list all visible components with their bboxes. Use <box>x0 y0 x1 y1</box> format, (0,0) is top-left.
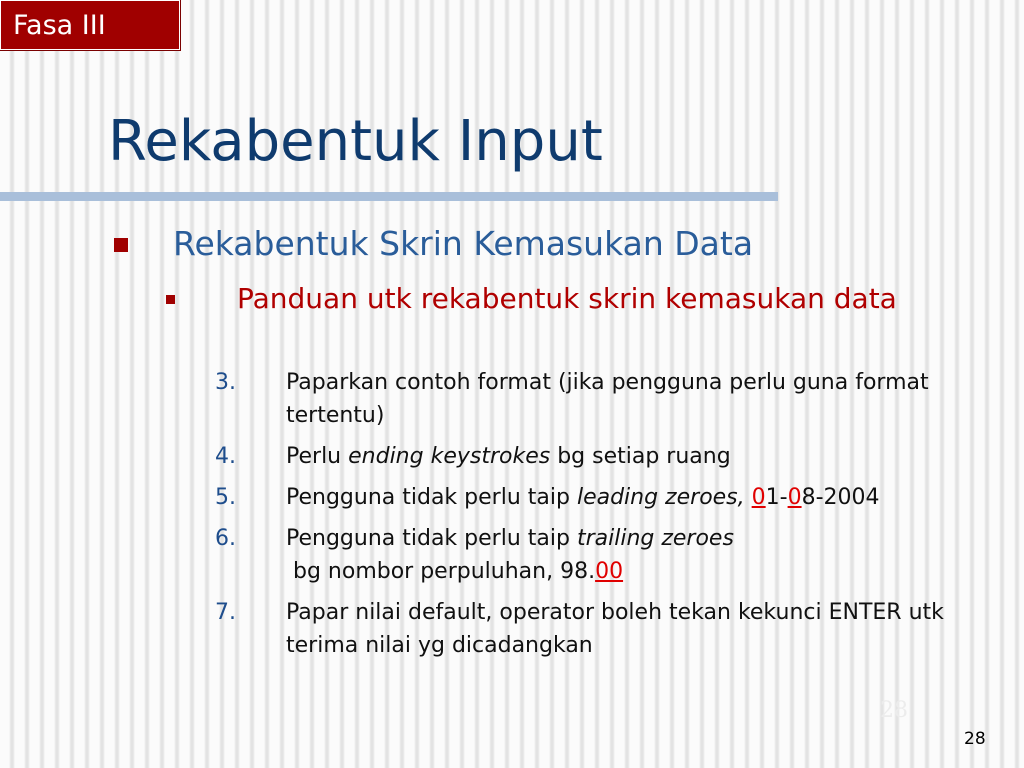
page-number: 28 <box>964 729 986 749</box>
item-emphasis: trailing zeroes <box>576 526 734 551</box>
item-text-post: bg nombor perpuluhan, 98. <box>286 559 596 584</box>
item-text-tail: 8-2004 <box>801 485 880 510</box>
item-number: 7. <box>215 600 236 625</box>
item-text-pre: Perlu <box>286 444 349 469</box>
item-text <box>286 444 731 469</box>
item-text-pre: Pengguna tidak perlu taip <box>286 485 577 510</box>
numbered-list <box>212 366 1002 670</box>
square-bullet-icon <box>114 238 128 252</box>
item-emphasis: ending keystrokes <box>348 444 551 469</box>
bullet-level2-text: Panduan utk rekabentuk skrin kemasukan data <box>237 282 897 315</box>
item-number: 3. <box>215 370 236 395</box>
faint-slide-number: 28 <box>880 698 908 723</box>
item-text: Paparkan contoh format (jika pengguna perlu guna format tertentu) <box>286 370 929 428</box>
zero-highlight: 0 <box>787 485 802 510</box>
item-text-post: bg setiap ruang <box>550 444 731 469</box>
item-text: Papar nilai default, operator boleh tekan kekunci ENTER utk terima nilai yg dicadangkan <box>286 600 944 658</box>
item-text <box>286 526 734 584</box>
item-text-space <box>745 485 752 510</box>
item-number: 6. <box>215 526 236 551</box>
list-item <box>212 366 1002 432</box>
square-bullet-icon <box>166 295 175 304</box>
item-text <box>286 485 880 510</box>
item-emphasis: leading zeroes, <box>576 485 745 510</box>
item-text-pre: Pengguna tidak perlu taip <box>286 526 577 551</box>
item-number: 4. <box>215 444 236 469</box>
title-rule <box>0 192 778 201</box>
zero-highlight: 0 <box>751 485 766 510</box>
zero-highlight: 00 <box>595 559 624 584</box>
list-item <box>212 596 1002 662</box>
item-number: 5. <box>215 485 236 510</box>
slide-title: Rekabentuk Input <box>108 109 603 174</box>
item-text-mid: 1- <box>765 485 788 510</box>
phase-tag: Fasa III <box>0 0 180 50</box>
bullet-level1-text: Rekabentuk Skrin Kemasukan Data <box>173 224 754 263</box>
list-item <box>212 440 1002 473</box>
list-item <box>212 522 1002 588</box>
list-item <box>212 481 1002 514</box>
